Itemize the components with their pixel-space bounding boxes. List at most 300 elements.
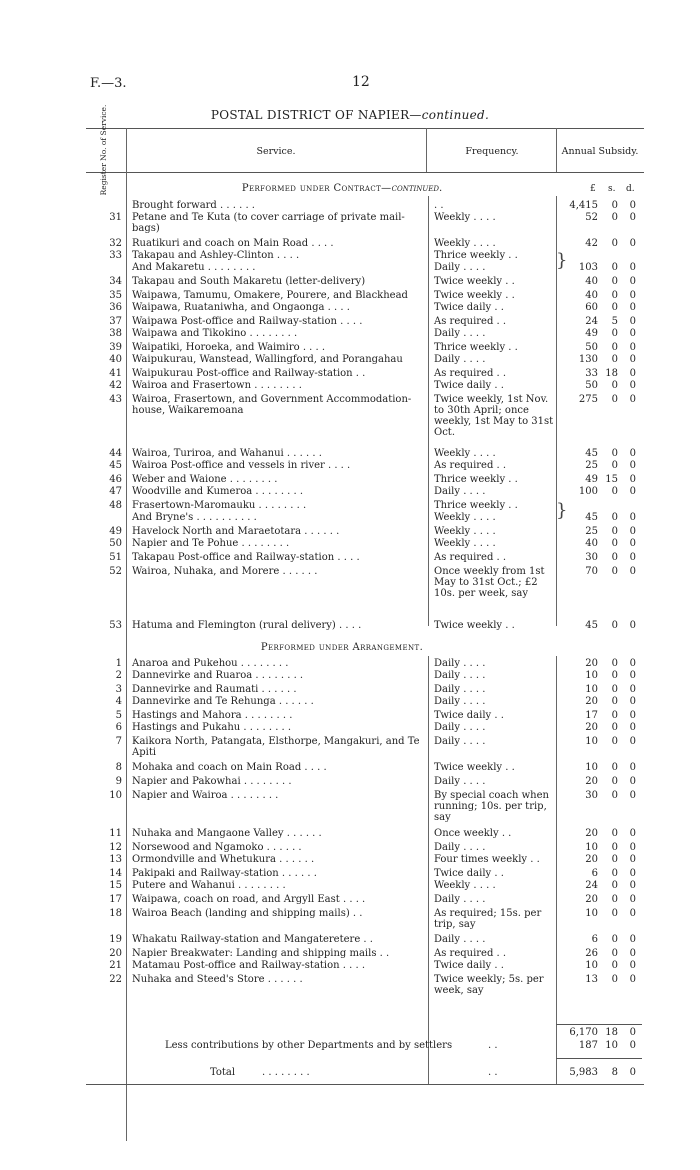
- pounds-cell: 30: [585, 552, 598, 563]
- pounds-cell: 60: [585, 302, 598, 313]
- frequency-cell: Daily . . . .: [434, 354, 486, 365]
- frequency-cell: Weekly . . . .: [434, 238, 496, 249]
- pence-cell: 0: [629, 868, 636, 879]
- frequency-header: Frequency.: [465, 146, 519, 157]
- shillings-cell: 0: [611, 658, 618, 669]
- register-no: 5: [115, 710, 122, 721]
- table-row: [0, 500, 700, 512]
- frequency-cell: Twice daily . .: [434, 302, 504, 313]
- pence-cell: 0: [629, 620, 636, 631]
- table-row: [0, 620, 700, 632]
- table-row: [0, 722, 700, 734]
- pence-cell: 0: [629, 762, 636, 773]
- register-no: 48: [109, 500, 122, 511]
- register-no: 38: [109, 328, 122, 339]
- frequency-cell: Twice weekly . .: [434, 762, 515, 773]
- table-row: [0, 486, 700, 498]
- shillings-cell: 0: [611, 290, 618, 301]
- service-header: Service.: [256, 146, 296, 157]
- pounds-cell: 20: [585, 776, 598, 787]
- table-row: [0, 854, 700, 866]
- register-no: 42: [109, 380, 122, 391]
- currency-pence: d.: [626, 184, 635, 194]
- pence-cell: 0: [629, 842, 636, 853]
- register-no: 21: [109, 960, 122, 971]
- service-cell: Wairoa, Frasertown, and Government Accommodation-house, Waikaremoana: [132, 394, 412, 416]
- frequency-cell: Daily . . . .: [434, 696, 486, 707]
- service-cell: Nuhaka and Mangaone Valley . . . . . .: [132, 828, 322, 839]
- section-contract-cont: continued.: [391, 183, 443, 194]
- pounds-cell: 49: [585, 328, 598, 339]
- table-row: [0, 776, 700, 788]
- frequency-cell: As required . .: [434, 552, 507, 563]
- pence-cell: 0: [629, 368, 636, 379]
- table-row: [0, 710, 700, 722]
- table-row: [0, 868, 700, 880]
- pounds-cell: 40: [585, 276, 598, 287]
- register-no: 12: [109, 842, 122, 853]
- total-dots-2: . .: [488, 1067, 498, 1078]
- frequency-cell: Twice daily . .: [434, 960, 504, 971]
- register-no: 4: [115, 696, 122, 707]
- district-title-main: POSTAL DISTRICT OF NAPIER—: [210, 108, 422, 122]
- pence-cell: 0: [629, 696, 636, 707]
- pounds-cell: 6: [591, 868, 598, 879]
- register-no: 52: [109, 566, 122, 577]
- total-rule: [556, 1058, 642, 1059]
- service-cell: Takapau Post-office and Railway-station . . . .: [132, 552, 360, 563]
- shillings-cell: 18: [605, 368, 618, 379]
- pence-cell: 0: [629, 670, 636, 681]
- section-arrangement: Performed under Arrangement.: [260, 642, 424, 653]
- service-cell: Napier and Te Pohue . . . . . . . .: [132, 538, 290, 549]
- register-no: 37: [109, 316, 122, 327]
- shillings-cell: 0: [611, 790, 618, 801]
- service-cell: Napier and Pakowhai . . . . . . . .: [132, 776, 292, 787]
- frequency-cell: Weekly . . . .: [434, 538, 496, 549]
- register-no: 10: [109, 790, 122, 801]
- service-cell: Putere and Wahanui . . . . . . . .: [132, 880, 286, 891]
- pounds-cell: 4,415: [569, 200, 598, 211]
- shillings-cell: 0: [611, 710, 618, 721]
- pence-cell: 0: [629, 722, 636, 733]
- shillings-cell: 0: [611, 948, 618, 959]
- pence-cell: 0: [629, 512, 636, 523]
- pence-cell: 0: [629, 354, 636, 365]
- shillings-cell: 0: [611, 894, 618, 905]
- pounds-cell: 25: [585, 526, 598, 537]
- frequency-cell: As required . .: [434, 460, 507, 471]
- shillings-cell: 0: [611, 200, 618, 211]
- table-row: [0, 302, 700, 314]
- shillings-cell: 0: [611, 934, 618, 945]
- service-cell: Waipatiki, Horoeka, and Waimiro . . . .: [132, 342, 326, 353]
- frequency-cell: Twice weekly, 1st Nov. to 30th April; once weekly, 1st May to 31st Oct.: [434, 394, 554, 438]
- pence-cell: 0: [629, 212, 636, 223]
- pounds-cell: 20: [585, 828, 598, 839]
- register-no: 44: [109, 448, 122, 459]
- shillings-cell: 0: [611, 620, 618, 631]
- bracket-mark: }: [556, 250, 568, 271]
- table-row: [0, 684, 700, 696]
- frequency-cell: As required . .: [434, 316, 507, 327]
- service-cell: Hastings and Mahora . . . . . . . .: [132, 710, 293, 721]
- table-row: [0, 736, 700, 760]
- pence-cell: 0: [629, 276, 636, 287]
- register-no: 3: [115, 684, 122, 695]
- frequency-cell: Four times weekly . .: [434, 854, 540, 865]
- subtotal-pence: 0: [629, 1027, 636, 1038]
- pence-cell: 0: [629, 948, 636, 959]
- table-row: [0, 200, 700, 212]
- service-cell: Ruatikuri and coach on Main Road . . . .: [132, 238, 334, 249]
- frequency-cell: Thrice weekly . .: [434, 474, 518, 485]
- frequency-cell: Thrice weekly . .: [434, 250, 518, 261]
- frequency-cell: Once weekly from 1st May to 31st Oct.; £2 10s. per week, say: [434, 566, 545, 599]
- less-label: Less contributions by other Departments and by settlers: [165, 1040, 453, 1051]
- shillings-cell: 0: [611, 868, 618, 879]
- frequency-cell: By special coach when running; 10s. per trip, say: [434, 790, 549, 823]
- register-no: 41: [109, 368, 122, 379]
- col-line-frequency: [556, 128, 557, 172]
- pounds-cell: 20: [585, 696, 598, 707]
- register-no: 47: [109, 486, 122, 497]
- pounds-cell: 10: [585, 684, 598, 695]
- pounds-cell: 6: [591, 934, 598, 945]
- shillings-cell: 0: [611, 262, 618, 273]
- frequency-cell: Daily . . . .: [434, 736, 486, 747]
- pounds-cell: 24: [585, 316, 598, 327]
- pence-cell: 0: [629, 960, 636, 971]
- table-row: [0, 316, 700, 328]
- table-row: [0, 948, 700, 960]
- page-ref: F.—3.: [90, 76, 127, 91]
- service-cell: Waipawa Post-office and Railway-station . . . .: [132, 316, 363, 327]
- service-cell: Waipukurau Post-office and Railway-station . .: [132, 368, 366, 379]
- service-cell: Wairoa and Frasertown . . . . . . . .: [132, 380, 302, 391]
- frequency-cell: Daily . . . .: [434, 670, 486, 681]
- shillings-cell: 0: [611, 354, 618, 365]
- subtotal-pounds: 6,170: [569, 1027, 598, 1038]
- frequency-cell: Thrice weekly . .: [434, 500, 518, 511]
- shillings-cell: 0: [611, 696, 618, 707]
- pence-cell: 0: [629, 776, 636, 787]
- register-no: 1: [115, 658, 122, 669]
- pounds-cell: 42: [585, 238, 598, 249]
- header-top-rule: [86, 128, 644, 129]
- table-row: [0, 934, 700, 946]
- subtotal-shillings: 18: [605, 1027, 618, 1038]
- frequency-cell: Twice daily . .: [434, 868, 504, 879]
- shillings-cell: 0: [611, 302, 618, 313]
- subsidy-header: Annual Subsidy.: [561, 146, 639, 157]
- table-row: [0, 394, 700, 446]
- pence-cell: 0: [629, 710, 636, 721]
- pounds-cell: 10: [585, 736, 598, 747]
- register-no: 34: [109, 276, 122, 287]
- table-row: [0, 238, 700, 250]
- pence-cell: 0: [629, 526, 636, 537]
- pence-cell: 0: [629, 200, 636, 211]
- pounds-cell: 26: [585, 948, 598, 959]
- service-cell: Frasertown-Maromauku . . . . . . . .: [132, 500, 307, 511]
- pounds-cell: 45: [585, 448, 598, 459]
- service-cell: Whakatu Railway-station and Mangateretere . .: [132, 934, 373, 945]
- pounds-cell: 20: [585, 658, 598, 669]
- section-contract: Performed under Contract—continued.: [241, 183, 443, 194]
- register-no: 20: [109, 948, 122, 959]
- service-cell: Kaikora North, Patangata, Elsthorpe, Mangakuri, and Te Apiti: [132, 736, 420, 758]
- frequency-cell: Twice weekly . .: [434, 620, 515, 631]
- frequency-cell: Daily . . . .: [434, 262, 486, 273]
- pounds-cell: 10: [585, 670, 598, 681]
- frequency-cell: Daily . . . .: [434, 776, 486, 787]
- service-cell: Petane and Te Kuta (to cover carriage of private mail-bags): [132, 212, 405, 234]
- table-row: [0, 526, 700, 538]
- pounds-cell: 17: [585, 710, 598, 721]
- less-pounds: 187: [578, 1040, 598, 1051]
- frequency-cell: Daily . . . .: [434, 842, 486, 853]
- pence-cell: 0: [629, 790, 636, 801]
- total-pounds: 5,983: [569, 1067, 598, 1078]
- table-row: [0, 552, 700, 564]
- pounds-cell: 50: [585, 380, 598, 391]
- table-row: [0, 880, 700, 892]
- service-cell: Wairoa, Nuhaka, and Morere . . . . . .: [132, 566, 318, 577]
- table-row: [0, 790, 700, 826]
- service-cell: Hatuma and Flemington (rural delivery) . . . .: [132, 620, 362, 631]
- shillings-cell: 0: [611, 394, 618, 405]
- service-cell: Havelock North and Maraetotara . . . . . .: [132, 526, 340, 537]
- shillings-cell: 0: [611, 486, 618, 497]
- register-no: 17: [109, 894, 122, 905]
- pounds-cell: 20: [585, 722, 598, 733]
- register-no: 6: [115, 722, 122, 733]
- service-cell: Dannevirke and Te Rehunga . . . . . .: [132, 696, 314, 707]
- register-no: 11: [109, 828, 122, 839]
- pounds-cell: 49: [585, 474, 598, 485]
- shillings-cell: 0: [611, 974, 618, 985]
- pence-cell: 0: [629, 566, 636, 577]
- shillings-cell: 0: [611, 908, 618, 919]
- service-cell: Waipawa and Tikokino . . . . . . . .: [132, 328, 298, 339]
- frequency-cell: Daily . . . .: [434, 658, 486, 669]
- shillings-cell: 0: [611, 460, 618, 471]
- pence-cell: 0: [629, 290, 636, 301]
- table-row: [0, 696, 700, 708]
- frequency-cell: As required; 15s. per trip, say: [434, 908, 542, 930]
- register-no: 7: [115, 736, 122, 747]
- frequency-cell: Weekly . . . .: [434, 526, 496, 537]
- service-cell: Waipukurau, Wanstead, Wallingford, and Porangahau: [132, 354, 403, 365]
- frequency-cell: Daily . . . .: [434, 934, 486, 945]
- pounds-cell: 20: [585, 854, 598, 865]
- table-row: [0, 354, 700, 366]
- service-cell: Nuhaka and Steed's Store . . . . . .: [132, 974, 303, 985]
- table-row: [0, 380, 700, 392]
- frequency-cell: Weekly . . . .: [434, 512, 496, 523]
- footer-rule: [86, 1084, 644, 1085]
- register-no: 18: [109, 908, 122, 919]
- service-cell: Wairoa, Turiroa, and Wahanui . . . . . .: [132, 448, 322, 459]
- frequency-cell: Twice weekly; 5s. per week, say: [434, 974, 544, 996]
- register-header: Register No. of Service.: [99, 104, 109, 196]
- total-dots: . . . . . . . .: [262, 1067, 310, 1078]
- table-row: [0, 670, 700, 682]
- register-no: 32: [109, 238, 122, 249]
- register-no: 2: [115, 670, 122, 681]
- pounds-cell: 40: [585, 538, 598, 549]
- table-row: [0, 762, 700, 774]
- shillings-cell: 0: [611, 380, 618, 391]
- shillings-cell: 0: [611, 776, 618, 787]
- pence-cell: 0: [629, 316, 636, 327]
- register-no: 50: [109, 538, 122, 549]
- pence-cell: 0: [629, 262, 636, 273]
- pence-cell: 0: [629, 474, 636, 485]
- pounds-cell: 10: [585, 908, 598, 919]
- pounds-cell: 30: [585, 790, 598, 801]
- pounds-cell: 24: [585, 880, 598, 891]
- less-dots: . .: [488, 1040, 498, 1051]
- table-row: [0, 262, 700, 274]
- pence-cell: 0: [629, 394, 636, 405]
- shillings-cell: 0: [611, 842, 618, 853]
- frequency-cell: Daily . . . .: [434, 486, 486, 497]
- col-line-service: [426, 128, 427, 172]
- pence-cell: 0: [629, 380, 636, 391]
- shillings-cell: 0: [611, 526, 618, 537]
- service-cell: Pakipaki and Railway-station . . . . . .: [132, 868, 317, 879]
- shillings-cell: 5: [611, 316, 618, 327]
- pence-cell: 0: [629, 854, 636, 865]
- table-row: [0, 368, 700, 380]
- service-cell: Waipawa, Tamumu, Omakere, Pourere, and Blackhead: [132, 290, 408, 301]
- register-no: 53: [109, 620, 122, 631]
- pence-cell: 0: [629, 460, 636, 471]
- frequency-cell: As required . .: [434, 948, 507, 959]
- register-no: 35: [109, 290, 122, 301]
- frequency-cell: Twice daily . .: [434, 380, 504, 391]
- pence-cell: 0: [629, 328, 636, 339]
- shillings-cell: 0: [611, 552, 618, 563]
- frequency-cell: Twice weekly . .: [434, 290, 515, 301]
- register-no: 36: [109, 302, 122, 313]
- table-row: [0, 276, 700, 288]
- shillings-cell: 0: [611, 762, 618, 773]
- currency-shillings: s.: [608, 184, 616, 194]
- register-no: 14: [109, 868, 122, 879]
- pounds-cell: 45: [585, 512, 598, 523]
- register-no: 39: [109, 342, 122, 353]
- total-label: Total: [210, 1067, 236, 1078]
- table-row: [0, 566, 700, 620]
- frequency-cell: Daily . . . .: [434, 328, 486, 339]
- pence-cell: 0: [629, 894, 636, 905]
- pence-cell: 0: [629, 238, 636, 249]
- service-cell: Woodville and Kumeroa . . . . . . . .: [132, 486, 304, 497]
- service-cell: Matamau Post-office and Railway-station . . . .: [132, 960, 366, 971]
- pounds-cell: 275: [578, 394, 598, 405]
- pounds-cell: 40: [585, 290, 598, 301]
- frequency-cell: Daily . . . .: [434, 722, 486, 733]
- service-cell: Norsewood and Ngamoko . . . . . .: [132, 842, 302, 853]
- table-row: [0, 538, 700, 550]
- pounds-cell: 45: [585, 620, 598, 631]
- table-row: [0, 328, 700, 340]
- table-row: [0, 908, 700, 932]
- table-row: [0, 474, 700, 486]
- district-title-cont: continued.: [421, 108, 490, 122]
- frequency-cell: Thrice weekly . .: [434, 342, 518, 353]
- pence-cell: 0: [629, 684, 636, 695]
- service-cell: Mohaka and coach on Main Road . . . .: [132, 762, 327, 773]
- register-no: 22: [109, 974, 122, 985]
- pence-cell: 0: [629, 658, 636, 669]
- shillings-cell: 0: [611, 670, 618, 681]
- pence-cell: 0: [629, 828, 636, 839]
- service-cell: And Bryne's . . . . . . . . . .: [132, 512, 257, 523]
- table-row: [0, 342, 700, 354]
- service-cell: Brought forward . . . . . .: [132, 200, 255, 211]
- service-cell: Wairoa Beach (landing and shipping mails) . .: [132, 908, 363, 919]
- pence-cell: 0: [629, 486, 636, 497]
- service-cell: Weber and Waione . . . . . . . .: [132, 474, 278, 485]
- pence-cell: 0: [629, 448, 636, 459]
- shillings-cell: 0: [611, 276, 618, 287]
- pounds-cell: 10: [585, 842, 598, 853]
- shillings-cell: 0: [611, 342, 618, 353]
- frequency-cell: As required . .: [434, 368, 507, 379]
- total-pence: 0: [629, 1067, 636, 1078]
- table-row: [0, 250, 700, 262]
- currency-pounds: £: [590, 184, 596, 194]
- register-no: 33: [109, 250, 122, 261]
- register-no: 15: [109, 880, 122, 891]
- table-row: [0, 960, 700, 972]
- table-row: [0, 448, 700, 460]
- pounds-cell: 52: [585, 212, 598, 223]
- pounds-cell: 50: [585, 342, 598, 353]
- shillings-cell: 0: [611, 722, 618, 733]
- page-number: 12: [352, 74, 370, 90]
- shillings-cell: 0: [611, 448, 618, 459]
- service-cell: Anaroa and Pukehou . . . . . . . .: [132, 658, 289, 669]
- service-cell: Napier and Wairoa . . . . . . . .: [132, 790, 279, 801]
- pounds-cell: 130: [578, 354, 598, 365]
- pounds-cell: 70: [585, 566, 598, 577]
- pence-cell: 0: [629, 880, 636, 891]
- pence-cell: 0: [629, 736, 636, 747]
- shillings-cell: 0: [611, 328, 618, 339]
- less-shillings: 10: [605, 1040, 618, 1051]
- table-row: [0, 212, 700, 236]
- register-no: 51: [109, 552, 122, 563]
- register-no: 8: [115, 762, 122, 773]
- table-row: [0, 842, 700, 854]
- shillings-cell: 0: [611, 238, 618, 249]
- frequency-cell: Once weekly . .: [434, 828, 512, 839]
- pence-cell: 0: [629, 342, 636, 353]
- pence-cell: 0: [629, 302, 636, 313]
- service-cell: Ormondville and Whetukura . . . . . .: [132, 854, 315, 865]
- pounds-cell: 10: [585, 960, 598, 971]
- frequency-cell: . .: [434, 200, 444, 211]
- register-no: 45: [109, 460, 122, 471]
- table-row: [0, 828, 700, 840]
- register-no: 43: [109, 394, 122, 405]
- pence-cell: 0: [629, 934, 636, 945]
